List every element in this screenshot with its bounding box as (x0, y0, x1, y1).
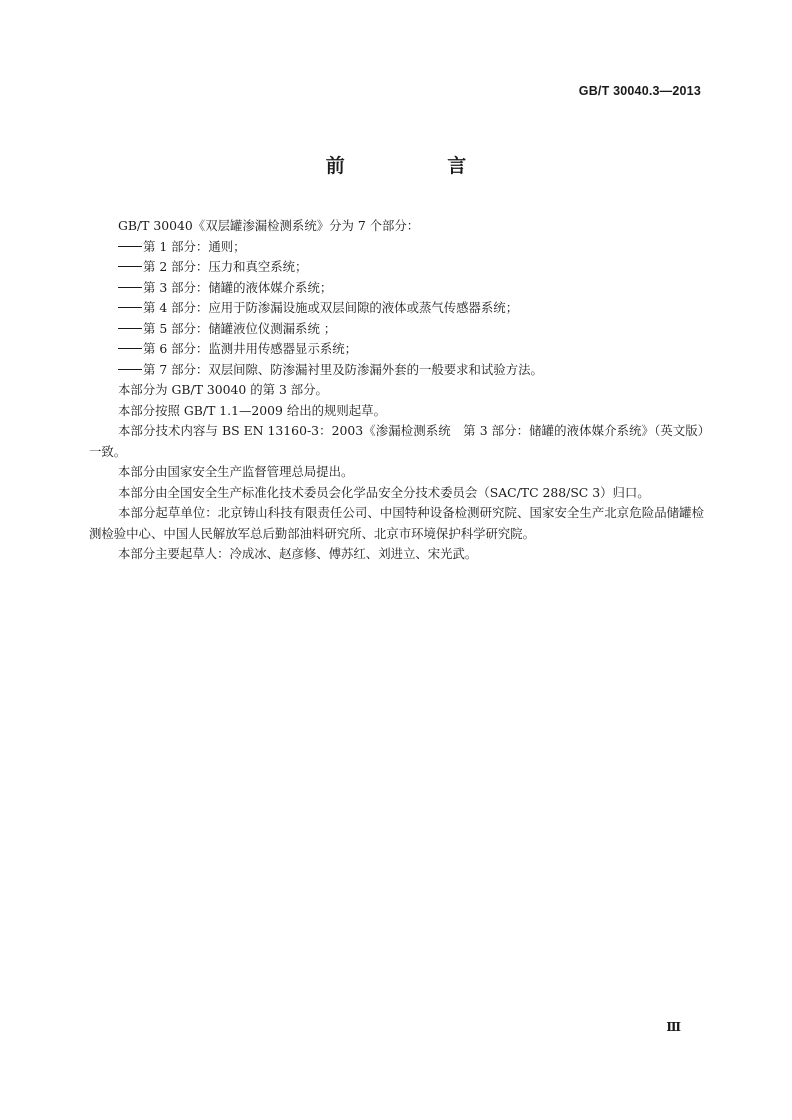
intro-paragraph: GB/T 30040《双层罐渗漏检测系统》分为 7 个部分： (118, 218, 420, 233)
part-list-item (89, 319, 704, 340)
paragraph-drafting-units: 本部分起草单位：北京铸山科技有限责任公司、中国特种设备检测研究院、国家安全生产北京危险品储罐检测检验中心、中国人民解放军总后勤部油料研究所、北京市环境保护科学研究院。 (89, 505, 704, 541)
dash-mark (118, 348, 142, 349)
part-list-item (89, 257, 704, 278)
dash-mark (118, 266, 142, 267)
foreword-body (89, 216, 704, 565)
paragraph-drafters: 本部分主要起草人：冷成冰、赵彦修、傅苏红、刘进立、宋光武。 (118, 546, 478, 561)
paragraph-technical-content: 本部分技术内容与 BS EN 13160-3：2003《渗漏检测系统 第 3 部分：储罐的液体媒介系统》（英文版）一致。 (89, 423, 704, 459)
dash-mark (118, 369, 142, 370)
paragraph-part-statement: 本部分为 GB/T 30040 的第 3 部分。 (118, 382, 328, 397)
page-title: 前 言 (325, 155, 515, 177)
part-text: 第 7 部分：双层间隙、防渗漏衬里及防渗漏外套的一般要求和试验方法。 (143, 361, 543, 377)
paragraph-administrator: 本部分由全国安全生产标准化技术委员会化学品安全分技术委员会（SAC/TC 288/SC 3）归口。 (118, 484, 650, 500)
part-list-item (89, 339, 704, 360)
part-list-item (89, 237, 704, 258)
part-text: 第 2 部分：压力和真空系统； (143, 259, 308, 274)
part-text: 第 6 部分：监测井用传感器显示系统； (143, 341, 358, 356)
part-list-item (89, 360, 704, 381)
part-text: 第 3 部分：储罐的液体媒介系统； (143, 279, 333, 295)
part-text: 第 1 部分：通则； (143, 238, 246, 254)
paragraph-proposer: 本部分由国家安全生产监督管理总局提出。 (118, 464, 354, 479)
dash-mark (118, 328, 142, 329)
dash-mark (118, 287, 142, 288)
part-list-item (89, 278, 704, 299)
dash-mark (118, 307, 142, 308)
part-text: 第 5 部分：储罐液位仪测漏系统 ； (143, 320, 337, 336)
standard-code: GB/T 30040.3—2013 (578, 84, 701, 98)
dash-mark (118, 246, 142, 247)
part-list-item (89, 298, 704, 319)
page-number: Ⅲ (666, 1020, 681, 1034)
part-text: 第 4 部分：应用于防渗漏设施或双层间隙的液体或蒸气传感器系统； (143, 300, 519, 315)
paragraph-drafting-rules: 本部分按照 GB/T 1.1—2009 给出的规则起草。 (118, 402, 386, 418)
